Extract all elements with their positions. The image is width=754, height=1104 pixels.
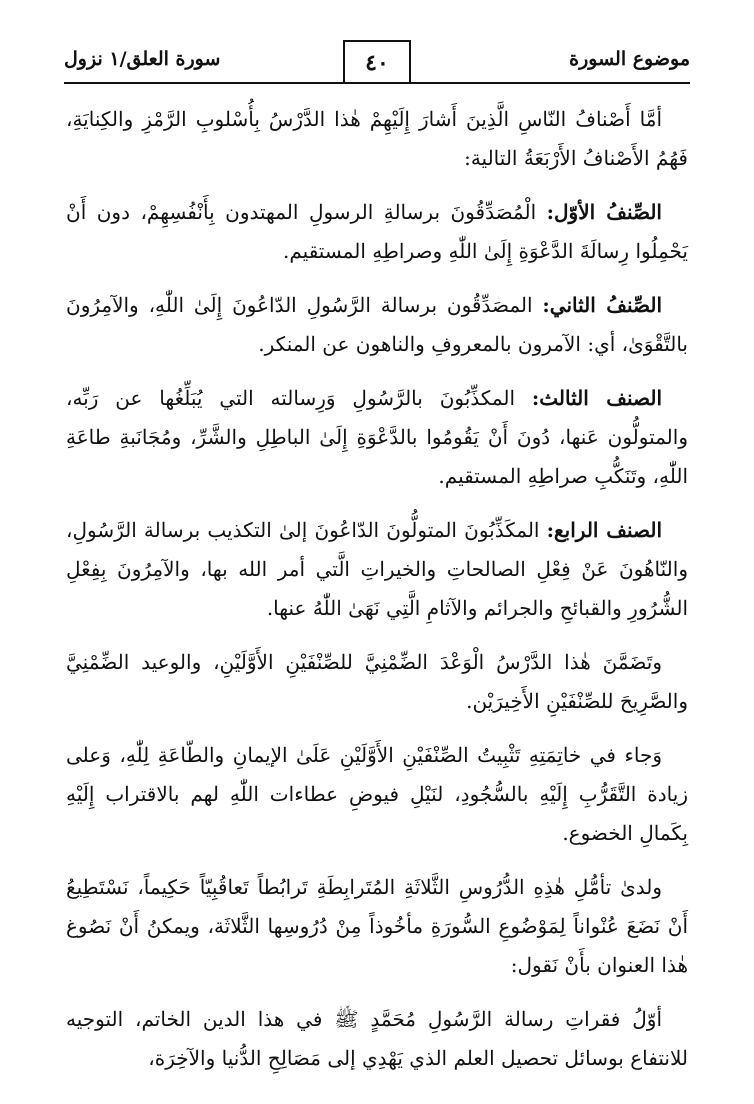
paragraph-text: وتَضَمَّنَ هٰذا الدَّرْسُ الْوَعْدَ الضِّمْنِيَّ للصِّنْفَيْنِ الأَوَّلَيْنِ، والوعيد الضِّمْنِيَّ والصَّرِيحَ للصِّنْفَيْنِ الأَخِيرَيْن.: [66, 650, 688, 713]
paragraph-category-1: [66, 193, 688, 271]
category-label: الصِّنفُ الأوّل:: [546, 200, 662, 224]
paragraph-text: أوّلُ فقراتِ رسالة الرَّسُولِ مُحَمَّدٍ ﷺ في هذا الدين الخاتم، التوجيه للانتفاع بوسائل تحصيل العلم الذي يَهْدِي إلى مَصَالِحِ الدُّنيا والآخِرَة،: [66, 1007, 688, 1070]
paragraph-text: وَجاء في خاتِمَتِهِ تَثْبِيتُ الصِّنْفَيْنِ الأَوَّلَيْنِ عَلَىٰ الإيمانِ والطّاعَةِ لِلّٰهِ، وَعلى زيادة التَّقَرُّبِ إِلَيْهِ بالسُّجُودِ، لنَيْلِ فيوضِ عطاءات اللّٰهِ لهم بالاقتراب إِلَيْهِ بِكَمالِ الخضوع.: [66, 743, 688, 845]
page-number: ٤٠: [365, 50, 389, 76]
category-label: الصنف الرابع:: [546, 518, 662, 542]
paragraph-text: المصَدِّقُون برسالة الرَّسُولِ الدّاعُونَ إِلَىٰ اللّٰهِ، والآمِرُونَ بالتَّقْوَىٰ، أي: الآمرون بالمعروفِ والناهون عن المنكر.: [66, 293, 688, 356]
page-body: [66, 100, 688, 1093]
category-label: الصنف الثالث:: [531, 386, 662, 410]
category-label: الصِّنفُ الثاني:: [542, 293, 663, 317]
paragraph-reflection: [66, 868, 688, 985]
paragraph-text: المكذِّبُونَ بالرَّسُولِ وَرِسالته التي يُبَلِّغُها عن رَبِّه، والمتولُّون عَنها، دُونَ أَنْ يَقُومُوا بالدَّعْوَةِ إِلَىٰ الباطِلِ والشَّرِّ، ومُجَانَبةِ طاعَةِ اللّٰهِ، وتَنَكُّبِ صراطِهِ المستقيم.: [66, 386, 688, 488]
paragraph-promise: [66, 643, 688, 721]
paragraph-text: ولدىٰ تأمُّلِ هٰذِهِ الدُّرُوسِ الثَّلاثَةِ المُتَرابِطَةِ تَرابُطاً تَعاقُبِيّاً حَكِيماً، نَسْتَطِيعُ أَنْ نَضَعَ عُنْواناً لِمَوْضُوعِ السُّورَةِ مأخُوذاً مِنْ دُرُوسِها الثَّلاثَة، ويمكنُ أَنْ نَصُوغ هٰذا العنوان بأَنْ نَقول:: [66, 875, 688, 977]
paragraph-category-2: [66, 286, 688, 364]
paragraph-category-4: [66, 511, 688, 628]
paragraph-text: الْمُصَدِّقُونَ برسالةِ الرسولِ المهتدون بِأَنْفُسِهِمْ، دون أَنْ يَحْمِلُوا رِسالَةَ الدَّعْوَةِ إِلَىٰ اللّٰهِ وصراطِهِ المستقيم.: [66, 200, 688, 263]
paragraph-category-3: [66, 379, 688, 496]
paragraph-conclusion: [66, 736, 688, 853]
surah-info: سورة العلق/١ نزول: [64, 48, 221, 70]
paragraph-text: أمَّا أَصْنافُ النّاسِ الَّذِينَ أَشارَ إِلَيْهِمْ هٰذا الدَّرْسُ بِأُسْلوبِ الرَّمْزِ والكِنايَةِ، فَهُمُ الأَصْنافُ الأَرْبَعَةُ التالية:: [66, 107, 688, 170]
page-number-box: [343, 40, 411, 84]
page-header: [64, 40, 690, 84]
paragraph-text: المكَذِّبُونَ المتولُّونَ الدّاعُونَ إلىٰ التكذيب برسالة الرَّسُولِ، والنّاهُونَ عَنْ فِعْلِ الصالحاتِ والخيراتِ الَّتي أمر الله بها، والآمِرُونَ بِفِعْلِ الشُّرُورِ والقبائحِ والجرائم والآثامِ الَّتِي نَهَىٰ اللّٰهُ عنها.: [66, 518, 688, 620]
section-title: موضوع السورة: [569, 48, 690, 70]
paragraph-intro: [66, 100, 688, 178]
header-divider: [64, 82, 690, 84]
paragraph-title-statement: [66, 1000, 688, 1078]
